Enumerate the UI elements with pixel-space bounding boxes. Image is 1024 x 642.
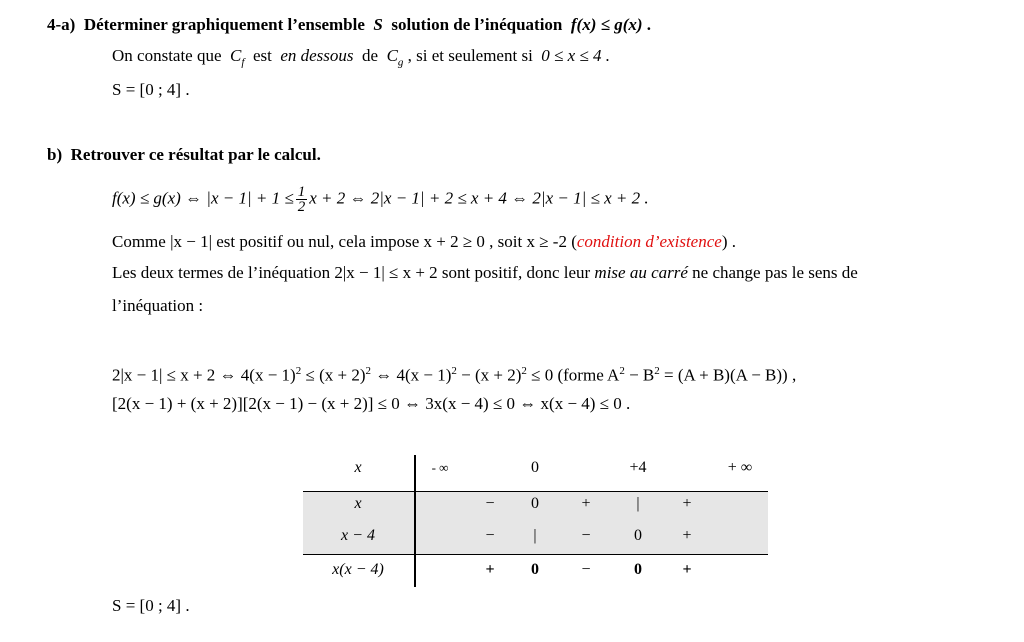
curve-cg: $C_g$	[386, 46, 404, 69]
sign-cell: |	[533, 527, 537, 544]
question-label: 4-a)	[47, 15, 76, 34]
eq-part: x + 2 ⇔ 2|x − 1| + 2 ≤ x + 4 ⇔ 2|x − 1| ≤ x + 2 .	[309, 188, 649, 208]
condition: 0 ≤ x ≤ 4 .	[541, 46, 611, 65]
table-rule	[303, 491, 768, 492]
sign-cell: −	[581, 527, 591, 544]
question-text-2: solution de l’inéquation	[391, 15, 563, 34]
observation-line	[112, 45, 610, 73]
header-var: x	[354, 459, 362, 476]
row-label-product: x(x − 4)	[332, 561, 384, 578]
question-4a	[47, 14, 651, 36]
solution-set-2: S = [0 ; 4] .	[112, 596, 190, 615]
text: ne change pas le sens de	[687, 263, 858, 282]
sign-cell: 0	[531, 561, 539, 578]
text: Les deux termes de l’inéquation 2|x − 1| ≤ x + 2 sont positif, donc leur	[112, 263, 595, 282]
emphasis: en dessous	[280, 46, 354, 65]
question-text: Déterminer graphiquement l’ensemble	[83, 15, 365, 34]
sign-cell: 0	[634, 527, 642, 544]
text: On constate que	[112, 46, 222, 65]
sign-cell: +	[485, 561, 495, 578]
header-plus-inf: + ∞	[727, 459, 753, 476]
header-four: +4	[629, 459, 647, 476]
condition-existence: condition d’existence	[576, 232, 722, 251]
sign-cell: 0	[634, 561, 642, 578]
eq-part: f(x) ≤ g(x) ⇔ |x − 1| + 1 ≤	[112, 188, 294, 208]
set-symbol: S	[373, 15, 383, 34]
row-label-x: x	[354, 495, 362, 512]
sign-cell: |	[636, 495, 640, 512]
header-minus-inf: - ∞	[431, 460, 449, 475]
sign-cell: −	[485, 527, 495, 544]
text: est	[252, 46, 272, 65]
text: , si et seulement si	[407, 46, 533, 65]
equation-2: 2|x − 1| ≤ x + 2 ⇔ $4(x - 1)^2 \le (x + 2)^2$ ⇔ $4(x - 1)^2 - (x + 2)^2 \le 0$ (forme $A^2 - B^2 = (A + B)(A - B)$) ,	[112, 365, 797, 385]
sign-cell: +	[682, 495, 692, 512]
emphasis: mise au carré	[594, 263, 688, 282]
solution-set-1: S = [0 ; 4] .	[112, 80, 190, 99]
deux-termes-line	[112, 262, 858, 284]
sign-cell: +	[682, 527, 692, 544]
sign-cell: 0	[531, 495, 539, 512]
equation-1	[112, 185, 649, 214]
text: Comme |x − 1| est positif ou nul, cela impose x + 2 ≥ 0 , soit x ≥ -2 (	[112, 232, 577, 251]
fraction-one-half: $\frac{1}{2}$	[297, 184, 306, 215]
sign-table	[303, 455, 768, 587]
text: de	[362, 46, 379, 65]
sign-cell: +	[581, 495, 591, 512]
comme-line	[112, 231, 736, 253]
table-rule	[303, 554, 768, 555]
row-label-x-minus-4: x − 4	[341, 527, 375, 544]
sign-cell: −	[485, 495, 495, 512]
equation-3: [2(x − 1) + (x + 2)][2(x − 1) − (x + 2)] ≤ 0 ⇔ 3x(x − 4) ≤ 0 ⇔ x(x − 4) ≤ 0 .	[112, 394, 631, 413]
question-text: Retrouver ce résultat par le calcul.	[70, 145, 321, 164]
inequation-end: l’inéquation :	[112, 296, 204, 315]
curve-cf: $C_f$	[230, 46, 245, 69]
header-zero: 0	[531, 459, 539, 476]
question-label: b)	[47, 145, 63, 164]
inequation: f(x) ≤ g(x)	[570, 15, 643, 34]
sign-cell: −	[581, 561, 591, 578]
sign-cell: +	[682, 561, 692, 578]
text: ) .	[721, 232, 736, 251]
question-b	[47, 144, 321, 166]
period: .	[646, 15, 652, 34]
